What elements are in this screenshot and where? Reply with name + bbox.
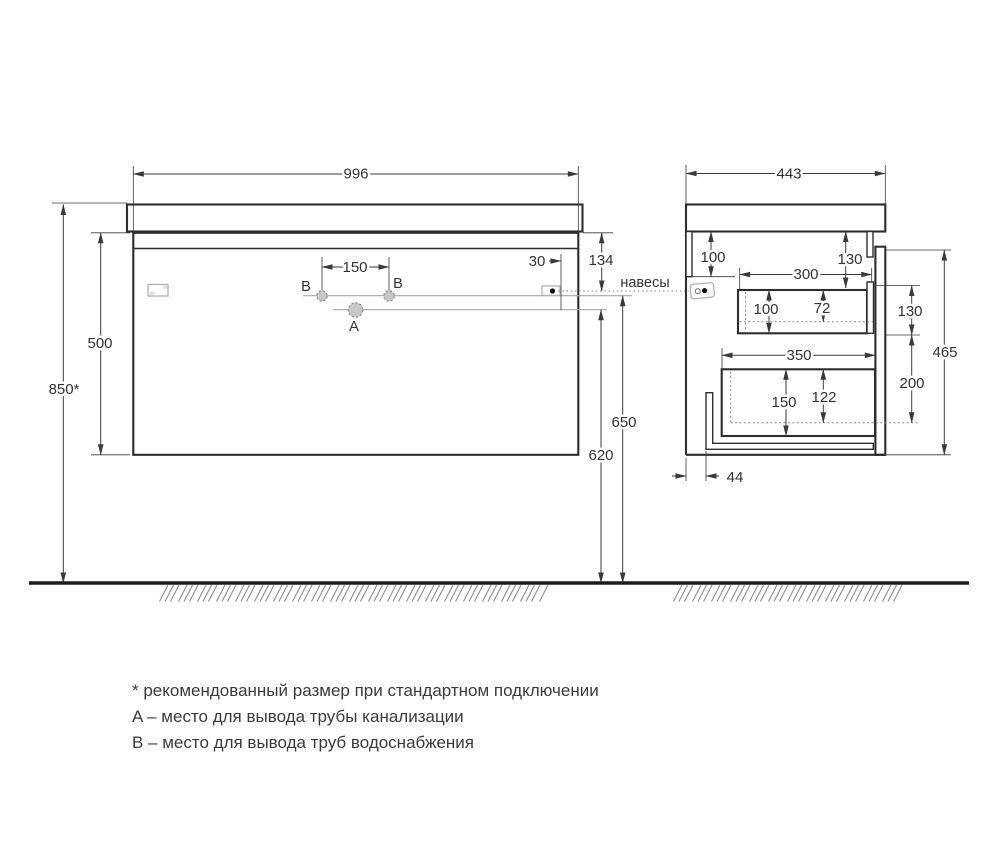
water-supply-port-left	[317, 291, 327, 301]
dim-body-height: 500	[87, 335, 113, 352]
front-view	[49, 166, 689, 584]
dim-top-drawer-width: 300	[793, 266, 819, 283]
dim-bottom-drawer-front: 200	[899, 375, 925, 392]
side-back-panel	[686, 232, 692, 277]
side-view	[672, 165, 958, 486]
dim-back-panel: 100	[700, 249, 726, 266]
dim-top-rail: 130	[837, 251, 863, 268]
drain-port	[348, 303, 362, 317]
hatch-mark	[540, 585, 549, 602]
label-a: A	[349, 319, 359, 335]
dim-bottom-drawer-width: 350	[786, 347, 812, 364]
dim-water-spacing: 150	[342, 259, 368, 276]
side-front-panel	[875, 247, 885, 455]
bracket-pin-dot	[702, 288, 707, 293]
legend-note-a: A – место для вывода трубы канализации	[132, 707, 464, 726]
dim-facade-height: 465	[932, 344, 958, 361]
bottom-drawer-box	[722, 369, 875, 436]
label-b-left: B	[301, 279, 311, 295]
floor	[29, 583, 969, 602]
dim-bottom-drawer-cutout: 122	[811, 389, 837, 406]
label-b-right: B	[393, 276, 403, 292]
dim-bottom-drawer-inner: 150	[771, 394, 797, 411]
top-drawer-front	[867, 282, 874, 333]
left-hanger-detail	[150, 292, 155, 296]
dim-front-width: 996	[343, 165, 369, 183]
legend-note-b: B – место для вывода труб водоснабжения	[132, 733, 474, 752]
floor-hatching-left	[160, 585, 549, 602]
hanger-pin-dot	[550, 288, 555, 293]
dim-top-drawer-inner: 100	[753, 301, 779, 318]
legend-note-asterisk: * рекомендованный размер при стандартном подключении	[132, 681, 599, 700]
dim-depth: 443	[776, 165, 802, 183]
side-countertop	[686, 205, 885, 232]
hangers-label: навесы	[620, 275, 670, 291]
front-countertop	[127, 205, 583, 232]
dim-top-drawer-cutout: 72	[813, 300, 831, 317]
floor-hatching-right	[674, 585, 903, 602]
dim-drain-height: 620	[588, 447, 614, 464]
dim-top-drawer-front: 130	[897, 303, 923, 320]
dim-bottom-offset: 44	[726, 469, 744, 486]
dim-hanger-offset: 30	[528, 253, 546, 270]
dim-overall-height: 850*	[48, 381, 80, 398]
dim-top-to-hanger: 134	[588, 252, 614, 269]
legend	[132, 681, 599, 759]
water-supply-port-right	[384, 291, 394, 301]
side-top-rail	[867, 232, 873, 258]
left-hanger-detail	[163, 286, 167, 289]
dim-supply-height: 650	[611, 414, 637, 431]
